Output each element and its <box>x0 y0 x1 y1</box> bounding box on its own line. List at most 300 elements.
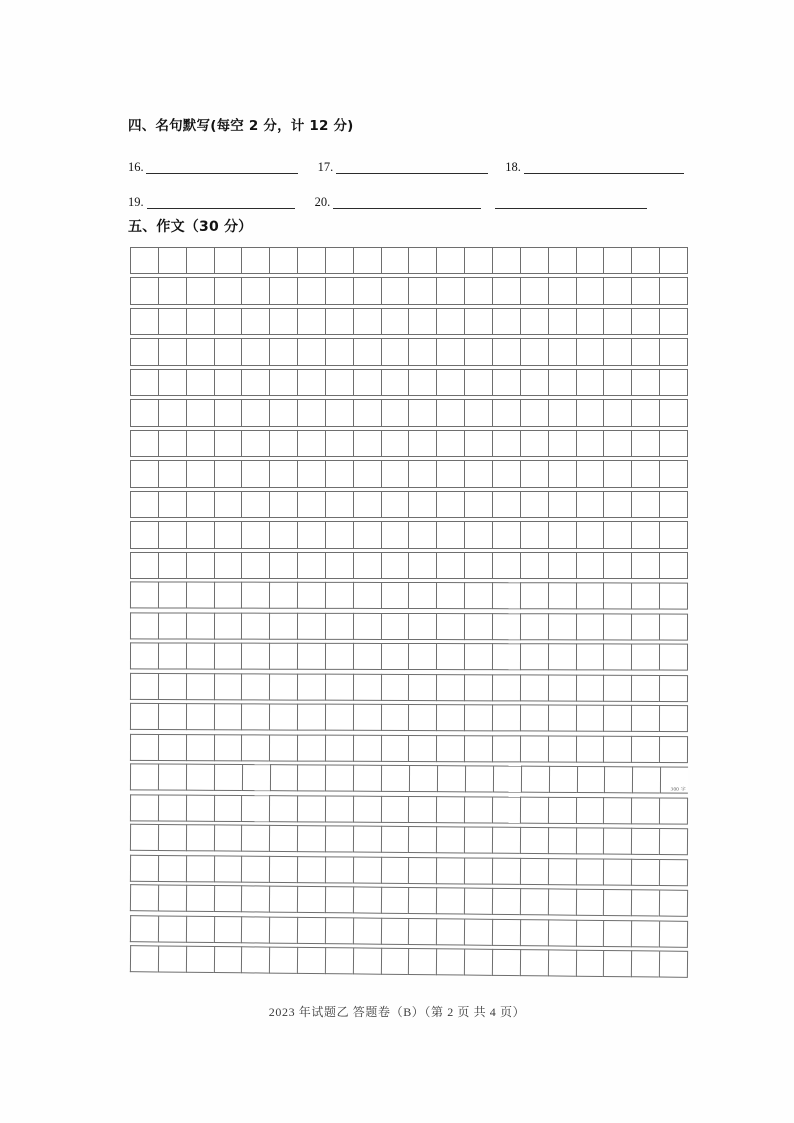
composition-grid-cell[interactable] <box>158 582 186 609</box>
composition-grid-cell[interactable] <box>521 766 549 793</box>
composition-grid-cell[interactable] <box>575 919 603 946</box>
composition-grid-cell[interactable] <box>325 734 353 761</box>
composition-grid-cell[interactable] <box>214 521 242 548</box>
composition-grid-cell[interactable] <box>631 797 659 824</box>
composition-grid-cell[interactable] <box>549 766 577 793</box>
composition-grid-cell[interactable] <box>631 521 659 548</box>
composition-grid-cell[interactable] <box>130 915 158 942</box>
composition-grid-cell[interactable] <box>214 247 242 274</box>
composition-grid-cell[interactable] <box>158 430 186 457</box>
composition-grid-cell[interactable] <box>269 643 297 670</box>
composition-grid-cell[interactable] <box>631 308 659 335</box>
composition-grid-cell[interactable] <box>492 338 520 365</box>
composition-grid-cell[interactable] <box>353 887 381 914</box>
composition-grid-cell[interactable] <box>297 765 325 792</box>
composition-grid-cell[interactable] <box>436 857 464 884</box>
composition-grid-cell[interactable] <box>130 369 158 396</box>
composition-grid-cell[interactable] <box>213 795 241 822</box>
composition-grid-cell[interactable] <box>381 552 409 579</box>
composition-grid-cell[interactable] <box>130 854 158 881</box>
composition-grid-cell[interactable] <box>520 888 548 915</box>
composition-grid-cell[interactable] <box>548 705 576 732</box>
composition-grid-cell[interactable] <box>269 247 297 274</box>
composition-grid-cell[interactable] <box>548 552 576 579</box>
composition-grid-cell[interactable] <box>492 583 520 610</box>
composition-grid-cell[interactable] <box>269 369 297 396</box>
composition-grid-cell[interactable] <box>186 764 214 791</box>
dictation-blank-20-line[interactable] <box>333 193 481 209</box>
composition-grid-cell[interactable] <box>269 582 297 609</box>
composition-grid-cell[interactable] <box>603 247 631 274</box>
composition-grid-cell[interactable] <box>659 552 688 579</box>
composition-grid-cell[interactable] <box>297 795 325 822</box>
composition-grid-cell[interactable] <box>659 859 688 886</box>
composition-grid-cell[interactable] <box>353 826 381 853</box>
composition-grid-cell[interactable] <box>520 491 548 518</box>
composition-grid-cell[interactable] <box>297 521 325 548</box>
composition-grid-cell[interactable] <box>380 887 408 914</box>
composition-grid-cell[interactable] <box>436 735 464 762</box>
composition-grid-cell[interactable] <box>575 950 603 977</box>
composition-grid-cell[interactable] <box>381 491 409 518</box>
composition-grid-cell[interactable] <box>353 856 381 883</box>
composition-grid-cell[interactable] <box>130 521 158 548</box>
composition-grid-cell[interactable] <box>213 734 241 761</box>
composition-grid-cell[interactable] <box>381 277 409 304</box>
composition-grid-cell[interactable] <box>548 430 576 457</box>
composition-grid-cell[interactable] <box>464 521 492 548</box>
composition-grid-cell[interactable] <box>353 338 381 365</box>
composition-grid-cell[interactable] <box>408 674 436 701</box>
composition-grid-cell[interactable] <box>241 612 269 639</box>
composition-grid-cell[interactable] <box>436 460 464 487</box>
composition-grid-cell[interactable] <box>631 399 659 426</box>
composition-grid-cell[interactable] <box>130 794 158 821</box>
composition-grid-cell[interactable] <box>353 795 381 822</box>
composition-grid-cell[interactable] <box>325 917 353 944</box>
composition-grid-cell[interactable] <box>631 613 659 640</box>
composition-grid-cell[interactable] <box>130 673 158 700</box>
composition-grid-cell[interactable] <box>603 552 631 579</box>
composition-grid-cell[interactable] <box>381 247 409 274</box>
composition-grid-cell[interactable] <box>548 797 576 824</box>
composition-grid-cell[interactable] <box>520 583 548 610</box>
composition-grid-cell[interactable] <box>158 338 186 365</box>
composition-grid-cell[interactable] <box>186 612 214 639</box>
composition-grid-cell[interactable] <box>603 889 631 916</box>
composition-grid-cell[interactable] <box>130 399 158 426</box>
composition-grid-cell[interactable] <box>241 338 269 365</box>
composition-grid-cell[interactable] <box>408 704 436 731</box>
composition-grid-cell[interactable] <box>213 673 241 700</box>
composition-grid-cell[interactable] <box>464 582 492 609</box>
composition-grid-cell[interactable] <box>603 613 631 640</box>
composition-grid-cell[interactable] <box>186 460 214 487</box>
composition-grid-cell[interactable] <box>297 886 325 913</box>
composition-grid-cell[interactable] <box>492 521 520 548</box>
composition-grid-cell[interactable] <box>158 399 186 426</box>
composition-grid-cell[interactable] <box>464 277 492 304</box>
composition-grid-cell[interactable] <box>659 369 688 396</box>
composition-grid-cell[interactable] <box>492 491 520 518</box>
composition-grid-cell[interactable] <box>241 491 269 518</box>
composition-grid-cell[interactable] <box>548 858 576 885</box>
composition-grid-cell[interactable] <box>381 460 409 487</box>
composition-grid-cell[interactable] <box>380 826 408 853</box>
composition-grid-cell[interactable] <box>186 824 214 851</box>
composition-grid-cell[interactable] <box>631 491 659 518</box>
composition-grid-cell[interactable] <box>548 674 576 701</box>
composition-grid-cell[interactable] <box>325 430 353 457</box>
composition-grid-cell[interactable] <box>659 247 688 274</box>
composition-grid-cell[interactable] <box>464 399 492 426</box>
composition-grid-cell[interactable] <box>380 917 408 944</box>
composition-grid-cell[interactable] <box>492 369 520 396</box>
composition-grid-cell[interactable] <box>381 704 409 731</box>
composition-grid-cell[interactable] <box>325 308 353 335</box>
composition-grid-cell[interactable] <box>520 369 548 396</box>
composition-grid-cell[interactable] <box>213 825 241 852</box>
composition-grid-cell[interactable] <box>214 643 242 670</box>
composition-grid-cell[interactable] <box>492 796 520 823</box>
composition-grid-cell[interactable] <box>520 430 548 457</box>
composition-grid-cell[interactable] <box>436 948 464 975</box>
composition-grid-cell[interactable] <box>408 735 436 762</box>
composition-grid-cell[interactable] <box>548 338 576 365</box>
composition-grid-cell[interactable] <box>269 338 297 365</box>
composition-grid-cell[interactable] <box>548 919 576 946</box>
composition-grid-cell[interactable] <box>214 338 242 365</box>
composition-grid-cell[interactable] <box>659 491 688 518</box>
composition-grid-cell[interactable] <box>464 308 492 335</box>
composition-grid-cell[interactable] <box>297 552 325 579</box>
composition-grid-cell[interactable] <box>353 704 381 731</box>
dictation-blank-extra[interactable] <box>481 189 647 209</box>
composition-grid-cell[interactable] <box>353 917 381 944</box>
composition-grid-cell[interactable] <box>269 764 297 791</box>
composition-grid-cell[interactable] <box>158 794 186 821</box>
composition-grid-cell[interactable] <box>241 277 269 304</box>
composition-grid-cell[interactable] <box>659 920 688 947</box>
composition-grid-cell[interactable] <box>631 858 659 885</box>
composition-grid-cell[interactable] <box>520 644 548 671</box>
composition-grid-cell[interactable] <box>130 945 158 972</box>
composition-grid-cell[interactable] <box>214 277 242 304</box>
composition-grid-cell[interactable] <box>241 673 269 700</box>
composition-grid-cell[interactable] <box>158 521 186 548</box>
composition-grid-cell[interactable] <box>241 825 269 852</box>
composition-grid-cell[interactable] <box>408 552 436 579</box>
composition-grid-cell[interactable] <box>269 308 297 335</box>
composition-grid-cell[interactable] <box>353 674 381 701</box>
dictation-blank-18-line[interactable] <box>524 158 684 174</box>
composition-grid-cell[interactable] <box>325 277 353 304</box>
composition-grid-cell[interactable] <box>130 643 158 670</box>
composition-grid-cell[interactable] <box>631 675 659 702</box>
composition-grid-cell[interactable] <box>186 582 214 609</box>
composition-grid-cell[interactable] <box>603 675 631 702</box>
composition-grid-cell[interactable] <box>297 491 325 518</box>
composition-grid-cell[interactable] <box>492 247 520 274</box>
composition-grid-cell[interactable] <box>130 884 158 911</box>
composition-grid-cell[interactable] <box>408 796 436 823</box>
dictation-blank-extra-line[interactable] <box>495 193 647 209</box>
composition-grid-cell[interactable] <box>436 887 464 914</box>
composition-grid-cell[interactable] <box>493 766 521 793</box>
composition-grid-cell[interactable] <box>436 491 464 518</box>
composition-grid-cell[interactable] <box>575 583 603 610</box>
composition-grid-cell[interactable] <box>130 612 158 639</box>
composition-grid-cell[interactable] <box>186 491 214 518</box>
composition-grid-cell[interactable] <box>269 277 297 304</box>
composition-grid-cell[interactable] <box>436 918 464 945</box>
composition-grid-cell[interactable] <box>464 827 492 854</box>
composition-grid-cell[interactable] <box>631 583 659 610</box>
composition-grid-cell[interactable] <box>269 399 297 426</box>
composition-grid-cell[interactable] <box>631 460 659 487</box>
composition-grid-cell[interactable] <box>353 521 381 548</box>
composition-grid-cell[interactable] <box>631 920 659 947</box>
composition-grid-cell[interactable] <box>520 277 548 304</box>
composition-grid-cell[interactable] <box>464 430 492 457</box>
composition-grid-cell[interactable] <box>436 399 464 426</box>
composition-grid-cell[interactable] <box>186 855 214 882</box>
composition-grid-cell[interactable] <box>130 308 158 335</box>
composition-grid-cell[interactable] <box>520 460 548 487</box>
composition-grid-cell[interactable] <box>297 308 325 335</box>
composition-grid-cell[interactable] <box>492 888 520 915</box>
composition-grid-cell[interactable] <box>660 767 688 794</box>
composition-grid-cell[interactable] <box>520 858 548 885</box>
composition-grid-cell[interactable] <box>631 552 659 579</box>
composition-grid-cell[interactable] <box>575 644 603 671</box>
composition-grid-cell[interactable] <box>464 857 492 884</box>
composition-grid-cell[interactable] <box>575 889 603 916</box>
composition-grid-cell[interactable] <box>464 888 492 915</box>
composition-grid-cell[interactable] <box>408 613 436 640</box>
composition-grid-cell[interactable] <box>325 613 353 640</box>
composition-grid-cell[interactable] <box>241 916 269 943</box>
composition-grid-cell[interactable] <box>603 828 631 855</box>
composition-grid-cell[interactable] <box>576 430 604 457</box>
composition-grid-cell[interactable] <box>408 308 436 335</box>
composition-grid-cell[interactable] <box>297 704 325 731</box>
composition-grid-cell[interactable] <box>214 430 242 457</box>
composition-grid-cell[interactable] <box>464 704 492 731</box>
composition-grid-cell[interactable] <box>603 460 631 487</box>
composition-grid-cell[interactable] <box>575 705 603 732</box>
composition-grid-cell[interactable] <box>381 582 409 609</box>
composition-grid-cell[interactable] <box>325 399 353 426</box>
composition-grid-cell[interactable] <box>576 277 604 304</box>
composition-grid-cell[interactable] <box>492 460 520 487</box>
composition-grid-cell[interactable] <box>130 734 158 761</box>
composition-grid-cell[interactable] <box>353 643 381 670</box>
composition-grid-cell[interactable] <box>158 946 186 973</box>
composition-grid-cell[interactable] <box>186 277 214 304</box>
composition-grid-cell[interactable] <box>575 674 603 701</box>
composition-grid-cell[interactable] <box>214 460 242 487</box>
dictation-blank-19-line[interactable] <box>147 193 295 209</box>
composition-grid-cell[interactable] <box>380 856 408 883</box>
composition-grid-cell[interactable] <box>186 430 214 457</box>
composition-grid-cell[interactable] <box>353 765 381 792</box>
composition-grid-cell[interactable] <box>436 521 464 548</box>
composition-grid-cell[interactable] <box>297 430 325 457</box>
composition-grid-cell[interactable] <box>436 674 464 701</box>
composition-grid-cell[interactable] <box>186 247 214 274</box>
composition-grid-cell[interactable] <box>381 521 409 548</box>
composition-grid-cell[interactable] <box>241 643 269 670</box>
composition-grid-cell[interactable] <box>297 947 325 974</box>
composition-grid-cell[interactable] <box>241 946 269 973</box>
composition-grid-cell[interactable] <box>464 247 492 274</box>
composition-grid-cell[interactable] <box>408 369 436 396</box>
composition-grid-cell[interactable] <box>408 247 436 274</box>
composition-grid-cell[interactable] <box>659 613 688 640</box>
composition-grid-cell[interactable] <box>325 369 353 396</box>
composition-grid-cell[interactable] <box>186 794 214 821</box>
composition-grid-cell[interactable] <box>297 734 325 761</box>
composition-grid-cell[interactable] <box>380 948 408 975</box>
composition-grid-cell[interactable] <box>659 797 688 824</box>
composition-grid-cell[interactable] <box>325 460 353 487</box>
composition-grid-cell[interactable] <box>436 369 464 396</box>
composition-grid-cell[interactable] <box>659 308 688 335</box>
composition-grid-cell[interactable] <box>353 430 381 457</box>
composition-grid-cell[interactable] <box>575 735 603 762</box>
composition-grid-cell[interactable] <box>130 430 158 457</box>
composition-grid-cell[interactable] <box>575 828 603 855</box>
composition-grid-cell[interactable] <box>241 460 269 487</box>
composition-grid-cell[interactable] <box>242 764 270 791</box>
composition-grid-cell[interactable] <box>576 491 604 518</box>
composition-grid-cell[interactable] <box>325 826 353 853</box>
composition-grid-cell[interactable] <box>603 399 631 426</box>
composition-grid-cell[interactable] <box>464 949 492 976</box>
composition-grid-cell[interactable] <box>269 704 297 731</box>
composition-grid-cell[interactable] <box>492 277 520 304</box>
composition-grid-cell[interactable] <box>186 885 214 912</box>
dictation-blank-16[interactable] <box>128 154 298 174</box>
composition-grid-cell[interactable] <box>381 643 409 670</box>
composition-grid-cell[interactable] <box>492 949 520 976</box>
composition-grid-cell[interactable] <box>269 734 297 761</box>
composition-grid-cell[interactable] <box>241 885 269 912</box>
composition-grid-cell[interactable] <box>241 704 269 731</box>
composition-grid-cell[interactable] <box>436 430 464 457</box>
composition-grid-cell[interactable] <box>659 277 688 304</box>
composition-grid-cell[interactable] <box>603 583 631 610</box>
composition-grid-cell[interactable] <box>158 855 186 882</box>
composition-grid-cell[interactable] <box>464 460 492 487</box>
composition-grid-cell[interactable] <box>659 828 688 855</box>
composition-grid-cell[interactable] <box>631 247 659 274</box>
composition-grid-cell[interactable] <box>659 890 688 917</box>
composition-grid-cell[interactable] <box>436 338 464 365</box>
composition-grid-cell[interactable] <box>158 673 186 700</box>
composition-grid-cell[interactable] <box>464 552 492 579</box>
composition-grid-cell[interactable] <box>297 338 325 365</box>
composition-grid-cell[interactable] <box>353 491 381 518</box>
composition-grid-cell[interactable] <box>325 704 353 731</box>
composition-grid-cell[interactable] <box>269 947 297 974</box>
composition-grid-cell[interactable] <box>353 948 381 975</box>
dictation-blank-20[interactable] <box>315 189 482 209</box>
composition-grid-cell[interactable] <box>408 521 436 548</box>
composition-grid-cell[interactable] <box>409 765 437 792</box>
composition-grid-cell[interactable] <box>576 766 604 793</box>
composition-grid-cell[interactable] <box>520 827 548 854</box>
composition-grid-cell[interactable] <box>130 247 158 274</box>
composition-grid-cell[interactable] <box>158 703 186 730</box>
composition-grid-cell[interactable] <box>631 889 659 916</box>
composition-grid-cell[interactable] <box>241 247 269 274</box>
composition-grid-cell[interactable] <box>603 308 631 335</box>
composition-grid-cell[interactable] <box>241 521 269 548</box>
composition-grid-cell[interactable] <box>631 828 659 855</box>
composition-grid-cell[interactable] <box>213 704 241 731</box>
composition-grid-cell[interactable] <box>408 643 436 670</box>
composition-grid-cell[interactable] <box>548 247 576 274</box>
composition-grid-cell[interactable] <box>492 735 520 762</box>
composition-grid-cell[interactable] <box>548 644 576 671</box>
composition-grid-cell[interactable] <box>381 399 409 426</box>
composition-grid-cell[interactable] <box>436 643 464 670</box>
dictation-blank-16-line[interactable] <box>146 158 298 174</box>
composition-grid-cell[interactable] <box>269 552 297 579</box>
composition-grid-cell[interactable] <box>464 796 492 823</box>
composition-grid-cell[interactable] <box>381 735 409 762</box>
composition-grid-cell[interactable] <box>575 613 603 640</box>
composition-grid-cell[interactable] <box>408 338 436 365</box>
composition-grid-cell[interactable] <box>659 705 688 732</box>
composition-grid-cell[interactable] <box>492 857 520 884</box>
composition-grid-cell[interactable] <box>214 491 242 518</box>
composition-grid-cell[interactable] <box>576 308 604 335</box>
composition-grid-cell[interactable] <box>631 736 659 763</box>
composition-grid-cell[interactable] <box>464 674 492 701</box>
composition-grid-cell[interactable] <box>353 613 381 640</box>
composition-grid-cell[interactable] <box>576 369 604 396</box>
dictation-blank-18[interactable] <box>505 154 684 174</box>
composition-grid-cell[interactable] <box>492 308 520 335</box>
composition-grid-cell[interactable] <box>186 552 214 579</box>
composition-grid-cell[interactable] <box>214 552 242 579</box>
composition-grid-cell[interactable] <box>269 795 297 822</box>
composition-grid-cell[interactable] <box>241 855 269 882</box>
composition-grid-cell[interactable] <box>130 277 158 304</box>
composition-grid-cell[interactable] <box>436 277 464 304</box>
composition-grid-cell[interactable] <box>464 613 492 640</box>
composition-grid-cell[interactable] <box>158 734 186 761</box>
composition-grid-cell[interactable] <box>325 795 353 822</box>
composition-grid-cell[interactable] <box>464 918 492 945</box>
composition-grid-cell[interactable] <box>436 582 464 609</box>
composition-grid-cell[interactable] <box>381 796 409 823</box>
composition-grid-cell[interactable] <box>604 766 632 793</box>
composition-grid-cell[interactable] <box>353 399 381 426</box>
composition-grid-cell[interactable] <box>492 705 520 732</box>
composition-grid-cell[interactable] <box>464 735 492 762</box>
composition-grid-cell[interactable] <box>576 338 604 365</box>
composition-grid-cell[interactable] <box>381 674 409 701</box>
composition-grid-cell[interactable] <box>130 338 158 365</box>
composition-grid-cell[interactable] <box>325 673 353 700</box>
composition-grid-cell[interactable] <box>548 827 576 854</box>
composition-grid-cell[interactable] <box>492 552 520 579</box>
composition-grid-cell[interactable] <box>631 338 659 365</box>
